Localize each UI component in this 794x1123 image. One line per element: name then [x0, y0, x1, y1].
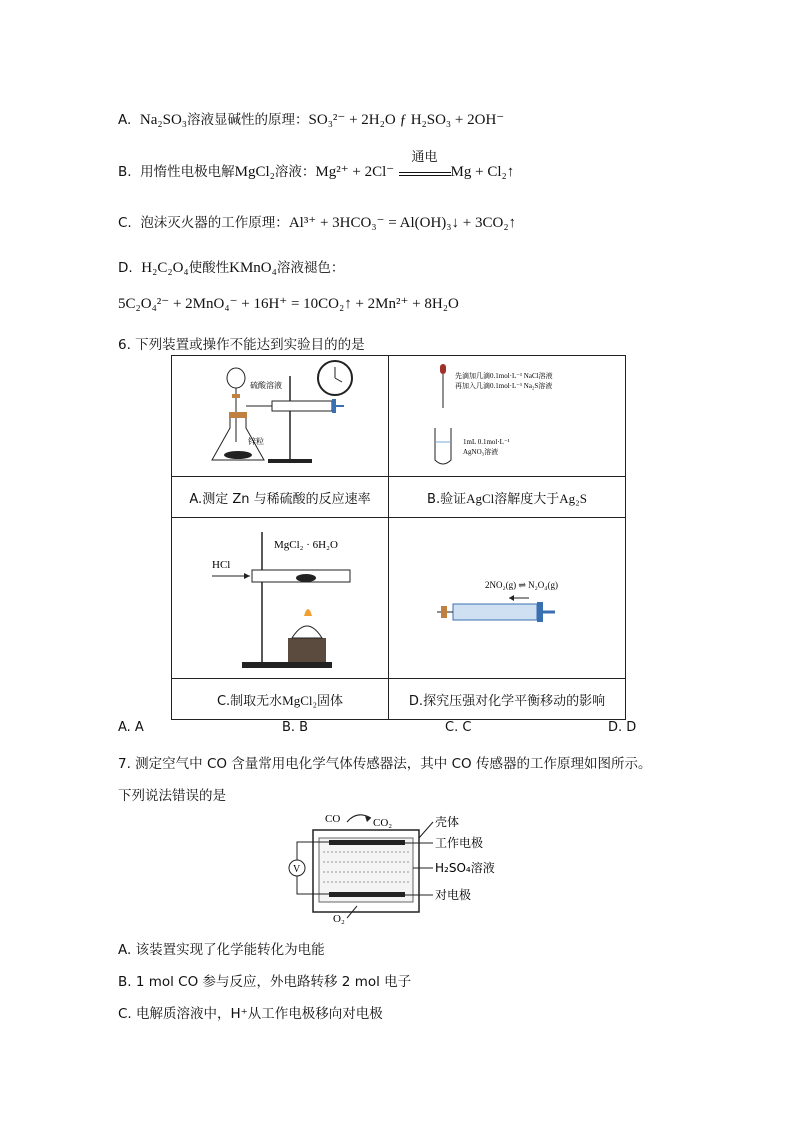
q6-choice-c: C. C — [445, 720, 472, 735]
label-agno3: AgNO₃溶液 — [463, 448, 499, 456]
label-h2so4: H₂SO₄溶液 — [435, 861, 495, 875]
q7-stem-line2: 下列说法错误的是 — [118, 788, 226, 804]
label-nacl: 先滴加几滴0.1mol·L⁻¹ NaCl溶液 — [455, 372, 553, 380]
label-co: CO — [325, 813, 341, 825]
q6-figure-a — [172, 356, 389, 477]
co-sensor-diagram — [285, 808, 525, 926]
q7-option-c: C. 电解质溶液中，H⁺从工作电极移向对电极 — [118, 1006, 383, 1022]
q6-choice-a: A. A — [118, 720, 144, 735]
label-volume: 1mL 0.1mol·L⁻¹ — [463, 438, 510, 446]
label-co2: CO₂ — [373, 817, 393, 829]
label-sulfuric-acid: 硫酸溶液 — [250, 381, 282, 390]
zinc-rate-apparatus — [172, 356, 388, 472]
label-o2: O₂ — [333, 913, 345, 925]
q5-option-d-equation: 5C₂O₄²⁻ + 2MnO₄⁻ + 16H⁺ = 10CO₂↑ + 2Mn²⁺ + 8H₂O — [118, 296, 459, 312]
q6-figure-d — [389, 518, 626, 679]
q6-figure-c — [172, 518, 389, 679]
syringe-equilibrium-apparatus — [389, 518, 625, 674]
label-working-electrode: 工作电极 — [435, 836, 484, 850]
q5-option-c: C. 泡沫灭火器的工作原理：Al³⁺ + 3HCO₃⁻ = Al(OH)₃↓ + 3CO₂↑ — [118, 215, 517, 231]
label-counter-electrode: 对电极 — [435, 888, 472, 902]
label-na2s: 再加入几滴0.1mol·L⁻¹ Na₂S溶液 — [455, 382, 553, 390]
q5-option-b: B. 用惰性电极电解MgCl₂溶液：Mg²⁺ + 2Cl⁻ 通电 Mg + Cl₂↑ — [118, 150, 515, 180]
q6-choice-b: B. B — [282, 720, 309, 735]
electrolysis-condition: 通电 — [399, 164, 451, 176]
q5-option-d: D. H₂C₂O₄使酸性KMnO₄溶液褪色： — [118, 260, 345, 276]
q6-caption-a: A.测定 Zn 与稀硫酸的反应速率 — [172, 477, 389, 518]
q6-stem: 6. 下列装置或操作不能达到实验目的的是 — [118, 337, 365, 353]
label-equilibrium: 2NO₂(g) ⇌ N₂O₄(g) — [485, 580, 558, 590]
q6-caption-b: B.验证AgCl溶解度大于Ag₂S — [389, 477, 626, 518]
q6-figure-b — [389, 356, 626, 477]
q5-option-a: A. Na₂SO₃溶液显碱性的原理：SO₃²⁻ + 2H₂O ƒ H₂SO₃ + 2OH⁻ — [118, 112, 505, 128]
silver-precipitate-apparatus — [389, 356, 625, 472]
q7-option-b: B. 1 mol CO 参与反应，外电路转移 2 mol 电子 — [118, 974, 412, 990]
q6-caption-d: D.探究压强对化学平衡移动的影响 — [389, 679, 626, 720]
q6-options-table — [171, 355, 626, 720]
label-hcl: HCl — [212, 559, 231, 571]
label-zinc: 锌粒 — [248, 437, 264, 446]
q6-caption-c: C.制取无水MgCl₂固体 — [172, 679, 389, 720]
q7-stem-line1: 7. 测定空气中 CO 含量常用电化学气体传感器法，其中 CO 传感器的工作原理如图所示。 — [118, 756, 652, 772]
q6-choice-d: D. D — [608, 720, 637, 735]
label-mgcl2-hydrate: MgCl₂ · 6H₂O — [274, 539, 338, 551]
voltmeter-label: V — [293, 864, 301, 875]
mgcl2-heating-apparatus — [172, 518, 388, 674]
label-shell: 壳体 — [435, 815, 460, 829]
q7-option-a: A. 该装置实现了化学能转化为电能 — [118, 942, 325, 958]
